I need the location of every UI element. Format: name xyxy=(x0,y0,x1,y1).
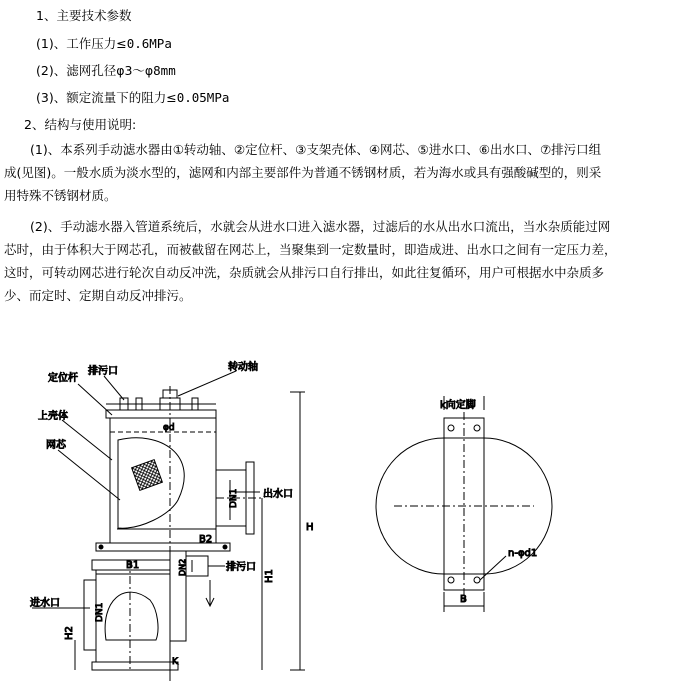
k-view-hole-tl xyxy=(448,425,454,431)
k-view xyxy=(376,396,552,612)
k-view-hole-tr xyxy=(474,425,480,431)
drain-outlet-stub xyxy=(186,556,208,576)
label-drain-side: 排污口 xyxy=(226,562,256,573)
mid-bolt-left xyxy=(99,545,103,549)
param-pressure-label: (1)、工作压力≤ xyxy=(36,36,127,51)
label-k-view: k向定脚 xyxy=(440,400,476,411)
label-rotating-shaft: 转动轴 xyxy=(228,362,258,373)
k-view-hole-bl xyxy=(448,577,454,583)
para2-line4: 少、而定时、定期自动反冲排污。 xyxy=(4,288,192,303)
label-phi-d: φd xyxy=(163,423,175,433)
k-view-hole-br xyxy=(474,577,480,583)
param-mesh-label: (2)、滤网孔径φ3～φ xyxy=(36,63,154,78)
para1-line2: 成(见图)。一般水质为淡水型的，滤网和内部主要部件为普通不锈钢材质，若为海水或具有强酸碱型的，则采 xyxy=(4,165,602,180)
mid-bolt-right xyxy=(223,545,227,549)
section2-heading: 2、结构与使用说明: xyxy=(24,117,137,132)
upper-shell-body xyxy=(110,418,216,543)
label-h: H xyxy=(306,522,314,533)
leader-upper-shell xyxy=(62,420,112,460)
front-view xyxy=(30,360,314,681)
label-outlet: 出水口 xyxy=(263,489,293,500)
leader-mesh xyxy=(58,450,120,500)
mesh-core-grid xyxy=(132,460,163,491)
label-upper-shell: 上壳体 xyxy=(38,411,68,422)
base-plate xyxy=(92,662,178,670)
label-drain-top: 排污口 xyxy=(88,366,118,377)
label-n-phi-d1: n-φd1 xyxy=(508,548,538,559)
para2-line2: 芯时，由于体积大于网芯孔，而被截留在网芯上，当聚集到一定数量时，即造成进、出水口之间有一定压力差， xyxy=(4,242,617,257)
label-inlet: 进水口 xyxy=(30,598,60,609)
label-k: K xyxy=(172,657,178,667)
param-resistance-label: (3)、额定流量下的阻力≤ xyxy=(36,90,177,105)
para2-line1: (2)、手动滤水器入管道系统后，水就会从进水口进入滤水器，过滤后的水从出水口流出，当水杂质能过网 xyxy=(30,219,611,234)
label-dn2: DN2 xyxy=(178,558,187,576)
param-resistance-value: 0.05MPa xyxy=(176,90,230,105)
leader-drain-top xyxy=(104,376,124,400)
label-mesh-core: 网芯 xyxy=(46,440,66,451)
label-b: B xyxy=(460,594,467,605)
label-dn1-left: DN1 xyxy=(95,602,105,622)
para1-line1: (1)、本系列手动滤水器由①转动轴、②定位杆、③支架壳体、④网芯、⑤进水口、⑥出水口、⑦排污口组 xyxy=(30,142,602,157)
para2-line3: 这时，可转动网芯进行轮次自动反冲洗，杂质就会从排污口自行排出，如此往复循环，用户可根据水中杂质多 xyxy=(4,265,605,280)
top-flange xyxy=(106,410,216,418)
leader-locator xyxy=(78,384,112,415)
label-locator-rod: 定位杆 xyxy=(48,373,78,384)
label-h2: H2 xyxy=(64,626,75,640)
label-h1: H1 xyxy=(264,569,275,583)
label-b1: B1 xyxy=(126,560,140,571)
inlet-dome xyxy=(105,592,158,640)
lower-body xyxy=(96,570,170,662)
section1-heading: 1、主要技术参数 xyxy=(36,8,132,23)
leader-shaft xyxy=(178,371,236,396)
para1-line3: 用特殊不锈钢材质。 xyxy=(4,188,117,203)
param-mesh-value: 8mm xyxy=(153,63,176,78)
label-b2: B2 xyxy=(199,534,213,545)
label-dn1-right: DN1 xyxy=(229,488,239,508)
param-pressure-value: 0.6MPa xyxy=(126,36,172,51)
